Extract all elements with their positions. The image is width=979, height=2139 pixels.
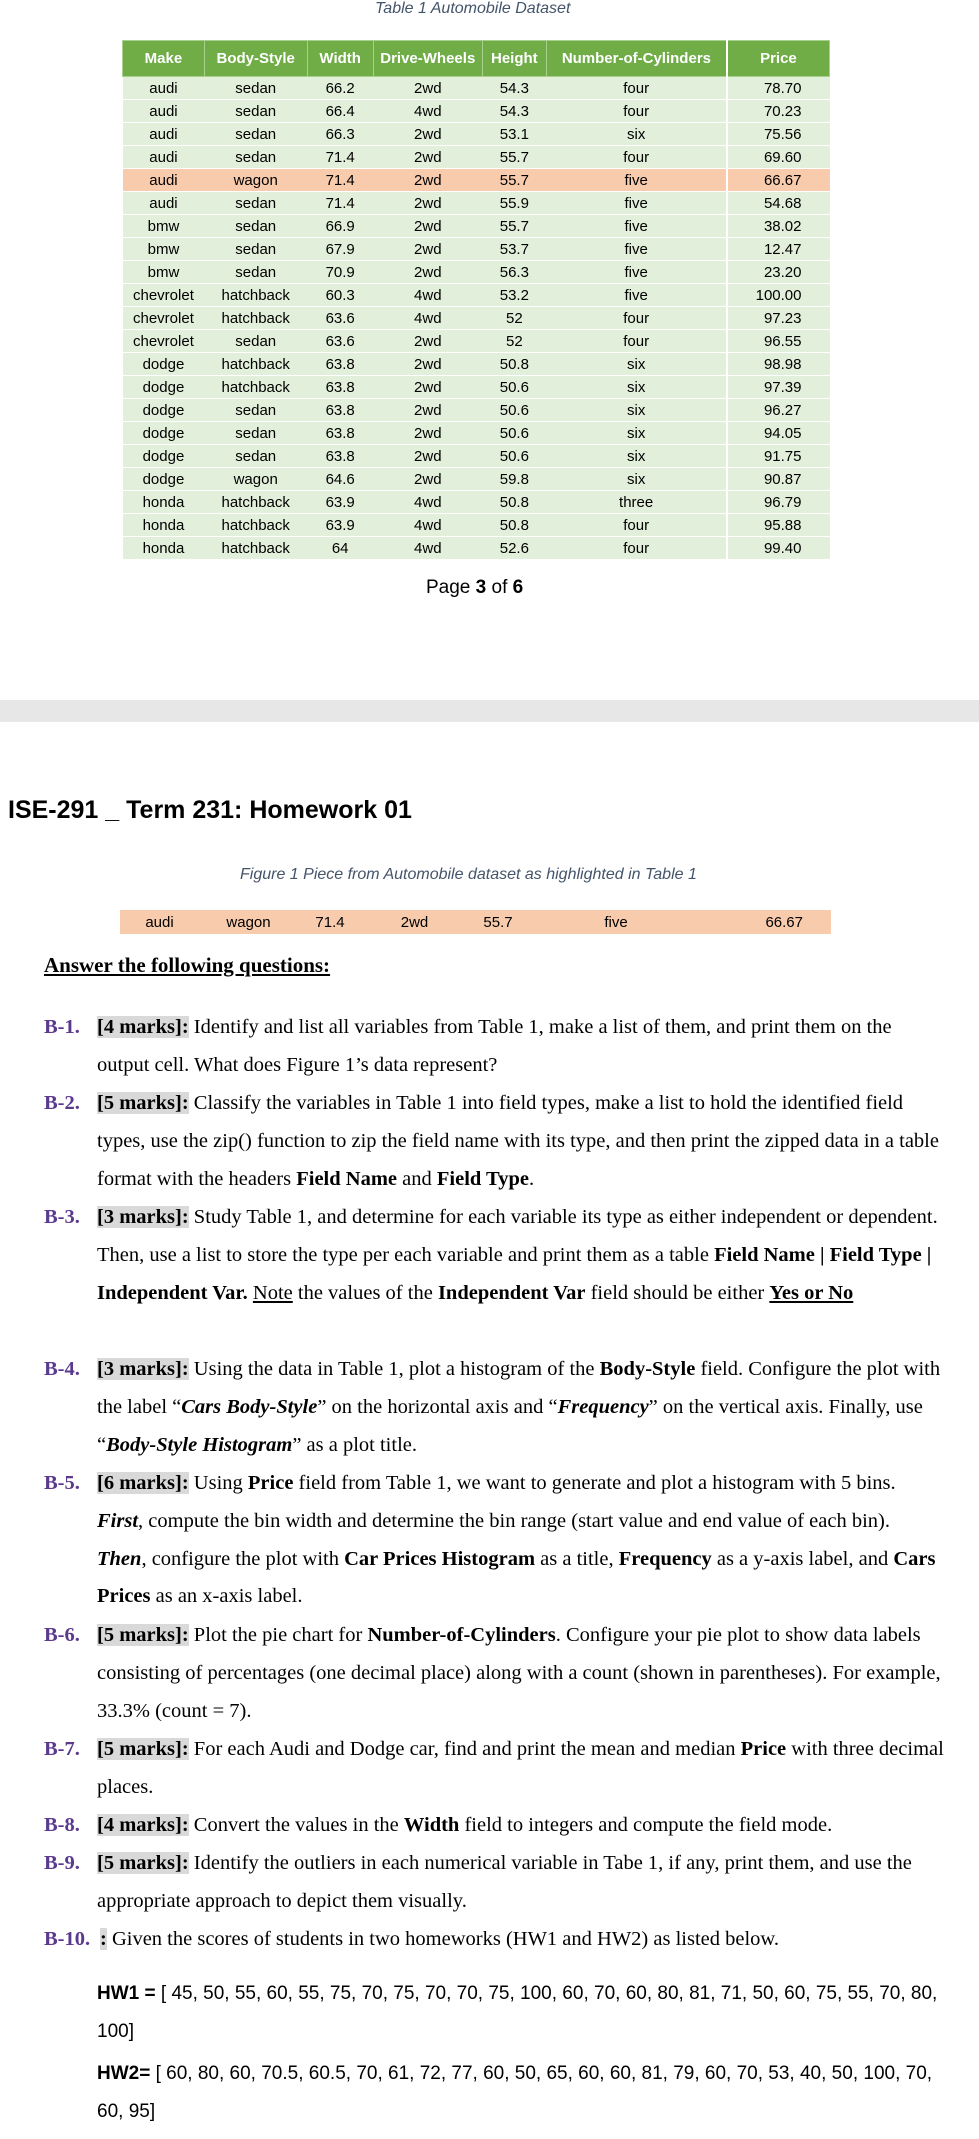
table-row xyxy=(123,445,830,468)
cell-drive-wheels: 2wd xyxy=(373,192,482,215)
question-text: with three decimal places. xyxy=(97,1738,944,1798)
table-row xyxy=(123,330,830,353)
cell-make: honda xyxy=(123,514,205,537)
marks-badge: [5 marks]: xyxy=(97,1852,189,1874)
table-row xyxy=(123,77,830,100)
cell-height: 59.8 xyxy=(482,468,546,491)
cell-drive-wheels: 2wd xyxy=(373,422,482,445)
question-b3 xyxy=(44,1199,944,1312)
cell-width: 63.8 xyxy=(307,399,373,422)
cell-height: 50.6 xyxy=(482,399,546,422)
cell-make: audi xyxy=(123,146,205,169)
cell-cylinders: six xyxy=(546,422,726,445)
cell-body-style: hatchback xyxy=(204,491,307,514)
bold-italic-term: Body-Style Histogram xyxy=(106,1433,293,1456)
marks-badge: [5 marks]: xyxy=(97,1738,189,1760)
hw1-scores xyxy=(97,1975,957,2051)
cell-price: 12.47 xyxy=(727,238,830,261)
table-row xyxy=(123,100,830,123)
cell-drive-wheels: 4wd xyxy=(373,514,482,537)
question-number: B-10. xyxy=(44,1928,91,1950)
cell-height: 50.8 xyxy=(482,514,546,537)
cell-height: 50.8 xyxy=(482,353,546,376)
cell-drive-wheels: 2wd xyxy=(373,77,482,100)
question-b6 xyxy=(44,1617,944,1730)
cell-height: 50.6 xyxy=(482,422,546,445)
bold-term: Frequency xyxy=(618,1547,712,1570)
bold-term: Body-Style xyxy=(599,1358,696,1380)
page-total: 6 xyxy=(512,577,524,598)
cell-cylinders: four xyxy=(546,514,726,537)
question-text: the values of the xyxy=(292,1281,438,1304)
cell-drive-wheels: 2wd xyxy=(373,353,482,376)
cell-width: 70.9 xyxy=(307,261,373,284)
question-text: Identify and list all variables from Table 1, make a list of them, and print them on the output cell. What does Figure 1’s data represent? xyxy=(97,1016,892,1076)
cell-price: 38.02 xyxy=(727,215,830,238)
question-text: . xyxy=(528,1167,535,1190)
question-b1 xyxy=(44,1009,944,1085)
cell-price: 96.79 xyxy=(727,491,830,514)
cell-height: 50.6 xyxy=(482,376,546,399)
header-drive-wheels: Drive-Wheels xyxy=(373,41,482,77)
cell-make: chevrolet xyxy=(123,330,205,353)
cell-height: 55.7 xyxy=(482,146,546,169)
cell-height: 52.6 xyxy=(482,537,546,560)
hw2-values: [ 60, 80, 60, 70.5, 60.5, 70, 61, 72, 77, 60, 50, 65, 60, 60, 81, 79, 60, 70, 53, 40, 50, 100, 70, 60, 95] xyxy=(97,2063,933,2122)
bold-italic-term: Cars Body-Style xyxy=(181,1395,318,1418)
automobile-table xyxy=(122,40,830,560)
cell-width: 66.4 xyxy=(307,100,373,123)
bold-italic-term: Frequency xyxy=(557,1395,649,1418)
cell-width: 63.6 xyxy=(307,330,373,353)
marks-badge: [3 marks]: xyxy=(97,1206,189,1228)
cell-body-style: hatchback xyxy=(204,537,307,560)
document-title: ISE-291 _ Term 231: Homework 01 xyxy=(8,796,412,824)
cell-body-style: wagon xyxy=(204,468,307,491)
cell-price: 94.05 xyxy=(727,422,830,445)
cell-price: 78.70 xyxy=(727,77,830,100)
cell-drive-wheels: 2wd xyxy=(373,169,482,192)
marks-badge: [4 marks]: xyxy=(97,1016,189,1038)
cell-body-style: sedan xyxy=(204,123,307,146)
question-number: B-8. xyxy=(44,1814,80,1836)
question-number: B-4. xyxy=(44,1358,80,1380)
cell-make: honda xyxy=(123,491,205,514)
cell-make: audi xyxy=(123,100,205,123)
cell-drive-wheels: 4wd xyxy=(373,100,482,123)
cell-price: 96.27 xyxy=(727,399,830,422)
cell-height: 53.2 xyxy=(482,284,546,307)
cell-height: 52 xyxy=(482,307,546,330)
page-of: of xyxy=(486,577,513,598)
bold-term: Field Name | Field Type | Independent Var. xyxy=(97,1243,932,1304)
cell-cylinders: four xyxy=(546,77,726,100)
cell-make: audi xyxy=(123,77,205,100)
figure-body-style: wagon xyxy=(226,913,271,931)
table-row xyxy=(123,146,830,169)
marks-badge: [5 marks]: xyxy=(97,1624,189,1646)
cell-drive-wheels: 4wd xyxy=(373,491,482,514)
cell-width: 66.3 xyxy=(307,123,373,146)
cell-price: 90.87 xyxy=(727,468,830,491)
cell-body-style: hatchback xyxy=(204,514,307,537)
table-row xyxy=(123,215,830,238)
bold-underlined-term: Yes or No xyxy=(769,1281,854,1304)
cell-price: 66.67 xyxy=(727,169,830,192)
hw1-label: HW1 = xyxy=(97,1983,156,2004)
cell-width: 64.6 xyxy=(307,468,373,491)
cell-make: dodge xyxy=(123,353,205,376)
marks-badge: [4 marks]: xyxy=(97,1814,189,1836)
question-text: . Configure your pie plot to show data labels consisting of percentages (one decimal place) along with a count (shown in parentheses). For example, 33.3% (count = 7). xyxy=(97,1624,941,1722)
page-current: 3 xyxy=(475,577,487,598)
table-row xyxy=(123,353,830,376)
cell-body-style: sedan xyxy=(204,422,307,445)
cell-make: audi xyxy=(123,192,205,215)
cell-width: 63.8 xyxy=(307,353,373,376)
table-row xyxy=(123,261,830,284)
cell-width: 63.9 xyxy=(307,514,373,537)
cell-price: 97.39 xyxy=(727,376,830,399)
cell-body-style: hatchback xyxy=(204,376,307,399)
question-number: B-6. xyxy=(44,1624,80,1646)
question-number: B-3. xyxy=(44,1206,80,1228)
table-row xyxy=(123,537,830,560)
cell-height: 53.7 xyxy=(482,238,546,261)
cell-make: bmw xyxy=(123,238,205,261)
cell-cylinders: six xyxy=(546,399,726,422)
question-text: , configure the plot with xyxy=(141,1547,345,1570)
question-text: ” as a plot title. xyxy=(292,1433,417,1456)
figure-drive-wheels: 2wd xyxy=(400,913,429,931)
figure-width: 71.4 xyxy=(315,913,345,931)
table-row xyxy=(123,192,830,215)
cell-height: 55.9 xyxy=(482,192,546,215)
table-header-row xyxy=(123,41,830,77)
question-text: For each Audi and Dodge car, find and print the mean and median xyxy=(188,1738,741,1760)
figure-height: 55.7 xyxy=(483,913,513,931)
hw1-values: [ 45, 50, 55, 60, 55, 75, 70, 75, 70, 70, 75, 100, 60, 70, 60, 80, 81, 71, 50, 60, 75, 55, 70, 80, 100] xyxy=(97,1983,938,2042)
figure-highlight-row xyxy=(120,910,831,934)
cell-height: 50.8 xyxy=(482,491,546,514)
cell-price: 75.56 xyxy=(727,123,830,146)
cell-width: 63.9 xyxy=(307,491,373,514)
table-caption: Table 1 Automobile Dataset xyxy=(375,0,571,17)
page-prefix: Page xyxy=(426,577,476,598)
table-row xyxy=(123,422,830,445)
cell-make: dodge xyxy=(123,422,205,445)
question-text: field from Table 1, we want to generate and plot a histogram with 5 bins. xyxy=(293,1472,896,1494)
cell-width: 63.8 xyxy=(307,422,373,445)
question-number: B-7. xyxy=(44,1738,80,1760)
cell-drive-wheels: 2wd xyxy=(373,123,482,146)
question-text: Plot the pie chart for xyxy=(188,1624,368,1646)
cell-width: 66.9 xyxy=(307,215,373,238)
cell-drive-wheels: 4wd xyxy=(373,537,482,560)
question-text: Identify the outliers in each numerical variable in Tabe 1, if any, print them, and use the appropriate approach to depict them visually. xyxy=(97,1852,912,1912)
page-separator xyxy=(0,700,979,722)
table-row xyxy=(123,238,830,261)
cell-price: 97.23 xyxy=(727,307,830,330)
cell-body-style: sedan xyxy=(204,238,307,261)
cell-price: 96.55 xyxy=(727,330,830,353)
header-body-style: Body-Style xyxy=(204,41,307,77)
cell-drive-wheels: 2wd xyxy=(373,146,482,169)
cell-width: 63.8 xyxy=(307,445,373,468)
cell-cylinders: five xyxy=(546,238,726,261)
bold-term: Price xyxy=(740,1738,787,1760)
question-text: Using xyxy=(188,1472,248,1494)
question-text: Study Table 1, and determine for each variable its type as either independent or dependent. Then, use a list to store the type per each variable and print them as a table xyxy=(97,1206,938,1266)
bold-term: Field Name xyxy=(296,1167,398,1190)
question-b5 xyxy=(44,1465,944,1616)
cell-drive-wheels: 2wd xyxy=(373,399,482,422)
bold-term: Number-of-Cylinders xyxy=(367,1624,556,1646)
cell-width: 60.3 xyxy=(307,284,373,307)
table-row xyxy=(123,123,830,146)
bold-term: Price xyxy=(247,1472,294,1494)
bold-term: Width xyxy=(403,1814,460,1836)
cell-drive-wheels: 2wd xyxy=(373,376,482,399)
bold-italic-term: Then xyxy=(97,1547,142,1570)
bold-italic-term: First xyxy=(97,1509,139,1532)
figure-caption: Figure 1 Piece from Automobile dataset as highlighted in Table 1 xyxy=(240,866,697,883)
question-b7 xyxy=(44,1731,944,1807)
cell-cylinders: six xyxy=(546,123,726,146)
cell-make: bmw xyxy=(123,215,205,238)
question-text: field. Configure the plot with the label “ xyxy=(97,1358,941,1418)
question-text: Classify the variables in Table 1 into field types, make a list to hold the identified field types, use the zip() function to zip the field name with its type, and then print the zipped data in a table format with the headers xyxy=(97,1092,939,1190)
cell-cylinders: five xyxy=(546,215,726,238)
question-text: field to integers and compute the field mode. xyxy=(459,1814,833,1836)
cell-price: 70.23 xyxy=(727,100,830,123)
header-height: Height xyxy=(482,41,546,77)
cell-make: bmw xyxy=(123,261,205,284)
cell-width: 66.2 xyxy=(307,77,373,100)
cell-make: dodge xyxy=(123,399,205,422)
table-row xyxy=(123,376,830,399)
question-text: Given the scores of students in two homeworks (HW1 and HW2) as listed below. xyxy=(106,1928,780,1950)
cell-cylinders: six xyxy=(546,353,726,376)
cell-price: 99.40 xyxy=(727,537,830,560)
cell-cylinders: four xyxy=(546,100,726,123)
cell-body-style: sedan xyxy=(204,399,307,422)
cell-body-style: sedan xyxy=(204,445,307,468)
cell-height: 54.3 xyxy=(482,100,546,123)
cell-drive-wheels: 2wd xyxy=(373,238,482,261)
cell-body-style: wagon xyxy=(204,169,307,192)
question-b9 xyxy=(44,1845,944,1921)
cell-drive-wheels: 2wd xyxy=(373,215,482,238)
cell-make: dodge xyxy=(123,376,205,399)
cell-body-style: sedan xyxy=(204,146,307,169)
question-text: , compute the bin width and determine the bin range (start value and end value of each bin). xyxy=(138,1509,891,1532)
cell-cylinders: five xyxy=(546,261,726,284)
cell-cylinders: four xyxy=(546,146,726,169)
cell-width: 67.9 xyxy=(307,238,373,261)
questions-heading: Answer the following questions: xyxy=(44,953,331,977)
cell-height: 53.1 xyxy=(482,123,546,146)
cell-height: 52 xyxy=(482,330,546,353)
cell-width: 63.6 xyxy=(307,307,373,330)
table-row xyxy=(123,399,830,422)
cell-make: chevrolet xyxy=(123,284,205,307)
cell-price: 69.60 xyxy=(727,146,830,169)
cell-cylinders: five xyxy=(546,169,726,192)
header-width: Width xyxy=(307,41,373,77)
cell-make: audi xyxy=(123,123,205,146)
cell-drive-wheels: 2wd xyxy=(373,445,482,468)
cell-height: 56.3 xyxy=(482,261,546,284)
cell-body-style: sedan xyxy=(204,330,307,353)
cell-drive-wheels: 2wd xyxy=(373,330,482,353)
bold-term: Field Type xyxy=(436,1167,529,1190)
cell-price: 98.98 xyxy=(727,353,830,376)
hw2-label: HW2= xyxy=(97,2063,151,2084)
question-text: Using the data in Table 1, plot a histogram of the xyxy=(188,1358,600,1380)
cell-width: 71.4 xyxy=(307,192,373,215)
cell-body-style: hatchback xyxy=(204,353,307,376)
cell-cylinders: four xyxy=(546,307,726,330)
marks-badge: : xyxy=(100,1928,107,1950)
cell-make: chevrolet xyxy=(123,307,205,330)
question-text: as a title, xyxy=(535,1547,619,1570)
table-row-highlighted xyxy=(123,169,830,192)
table-row xyxy=(123,468,830,491)
cell-price: 54.68 xyxy=(727,192,830,215)
table-row xyxy=(123,284,830,307)
cell-cylinders: four xyxy=(546,330,726,353)
marks-badge: [3 marks]: xyxy=(97,1358,189,1380)
cell-width: 71.4 xyxy=(307,169,373,192)
cell-make: dodge xyxy=(123,445,205,468)
cell-drive-wheels: 4wd xyxy=(373,307,482,330)
question-text: field should be either xyxy=(585,1281,770,1304)
marks-badge: [6 marks]: xyxy=(97,1472,189,1494)
cell-width: 64 xyxy=(307,537,373,560)
question-text: as an x-axis label. xyxy=(150,1585,303,1608)
cell-cylinders: three xyxy=(546,491,726,514)
question-number: B-5. xyxy=(44,1472,80,1494)
cell-height: 55.7 xyxy=(482,215,546,238)
cell-body-style: sedan xyxy=(204,261,307,284)
cell-price: 100.00 xyxy=(727,284,830,307)
question-text: ” on the vertical axis. Finally, use “ xyxy=(97,1395,923,1456)
cell-drive-wheels: 4wd xyxy=(373,284,482,307)
figure-price: 66.67 xyxy=(765,913,803,931)
cell-body-style: hatchback xyxy=(204,284,307,307)
bold-term: Independent Var xyxy=(437,1281,586,1304)
cell-width: 71.4 xyxy=(307,146,373,169)
cell-make: honda xyxy=(123,537,205,560)
question-text: ” on the horizontal axis and “ xyxy=(317,1395,558,1418)
cell-cylinders: six xyxy=(546,445,726,468)
table-row xyxy=(123,514,830,537)
cell-make: dodge xyxy=(123,468,205,491)
cell-cylinders: four xyxy=(546,537,726,560)
cell-price: 91.75 xyxy=(727,445,830,468)
cell-body-style: sedan xyxy=(204,100,307,123)
bold-term: Cars Prices xyxy=(97,1547,936,1608)
cell-price: 95.88 xyxy=(727,514,830,537)
question-b2 xyxy=(44,1085,944,1198)
cell-drive-wheels: 2wd xyxy=(373,468,482,491)
question-number: B-9. xyxy=(44,1852,80,1874)
cell-body-style: sedan xyxy=(204,192,307,215)
question-b10 xyxy=(44,1921,944,1959)
question-text: Convert the values in the xyxy=(188,1814,404,1836)
hw2-scores xyxy=(97,2055,957,2131)
figure-cylinders: five xyxy=(604,913,628,931)
header-price: Price xyxy=(727,41,830,77)
cell-cylinders: six xyxy=(546,468,726,491)
cell-height: 55.7 xyxy=(482,169,546,192)
cell-body-style: hatchback xyxy=(204,307,307,330)
cell-cylinders: five xyxy=(546,192,726,215)
cell-body-style: sedan xyxy=(204,77,307,100)
question-number: B-2. xyxy=(44,1092,80,1114)
figure-make: audi xyxy=(145,913,174,931)
underlined-term: Note xyxy=(252,1281,293,1304)
page-number xyxy=(426,577,523,599)
cell-make: audi xyxy=(123,169,205,192)
bold-term: Car Prices Histogram xyxy=(344,1547,536,1570)
cell-body-style: sedan xyxy=(204,215,307,238)
table-row xyxy=(123,491,830,514)
marks-badge: [5 marks]: xyxy=(97,1092,189,1114)
header-make: Make xyxy=(123,41,205,77)
cell-cylinders: six xyxy=(546,376,726,399)
cell-height: 54.3 xyxy=(482,77,546,100)
cell-drive-wheels: 2wd xyxy=(373,261,482,284)
cell-price: 23.20 xyxy=(727,261,830,284)
cell-cylinders: five xyxy=(546,284,726,307)
question-b8 xyxy=(44,1807,944,1845)
question-number: B-1. xyxy=(44,1016,80,1038)
question-text: and xyxy=(397,1167,437,1190)
question-b4 xyxy=(44,1351,944,1464)
header-cylinders: Number-of-Cylinders xyxy=(546,41,726,77)
cell-width: 63.8 xyxy=(307,376,373,399)
cell-height: 50.6 xyxy=(482,445,546,468)
table-row xyxy=(123,307,830,330)
question-text: as a y-axis label, and xyxy=(711,1547,894,1570)
